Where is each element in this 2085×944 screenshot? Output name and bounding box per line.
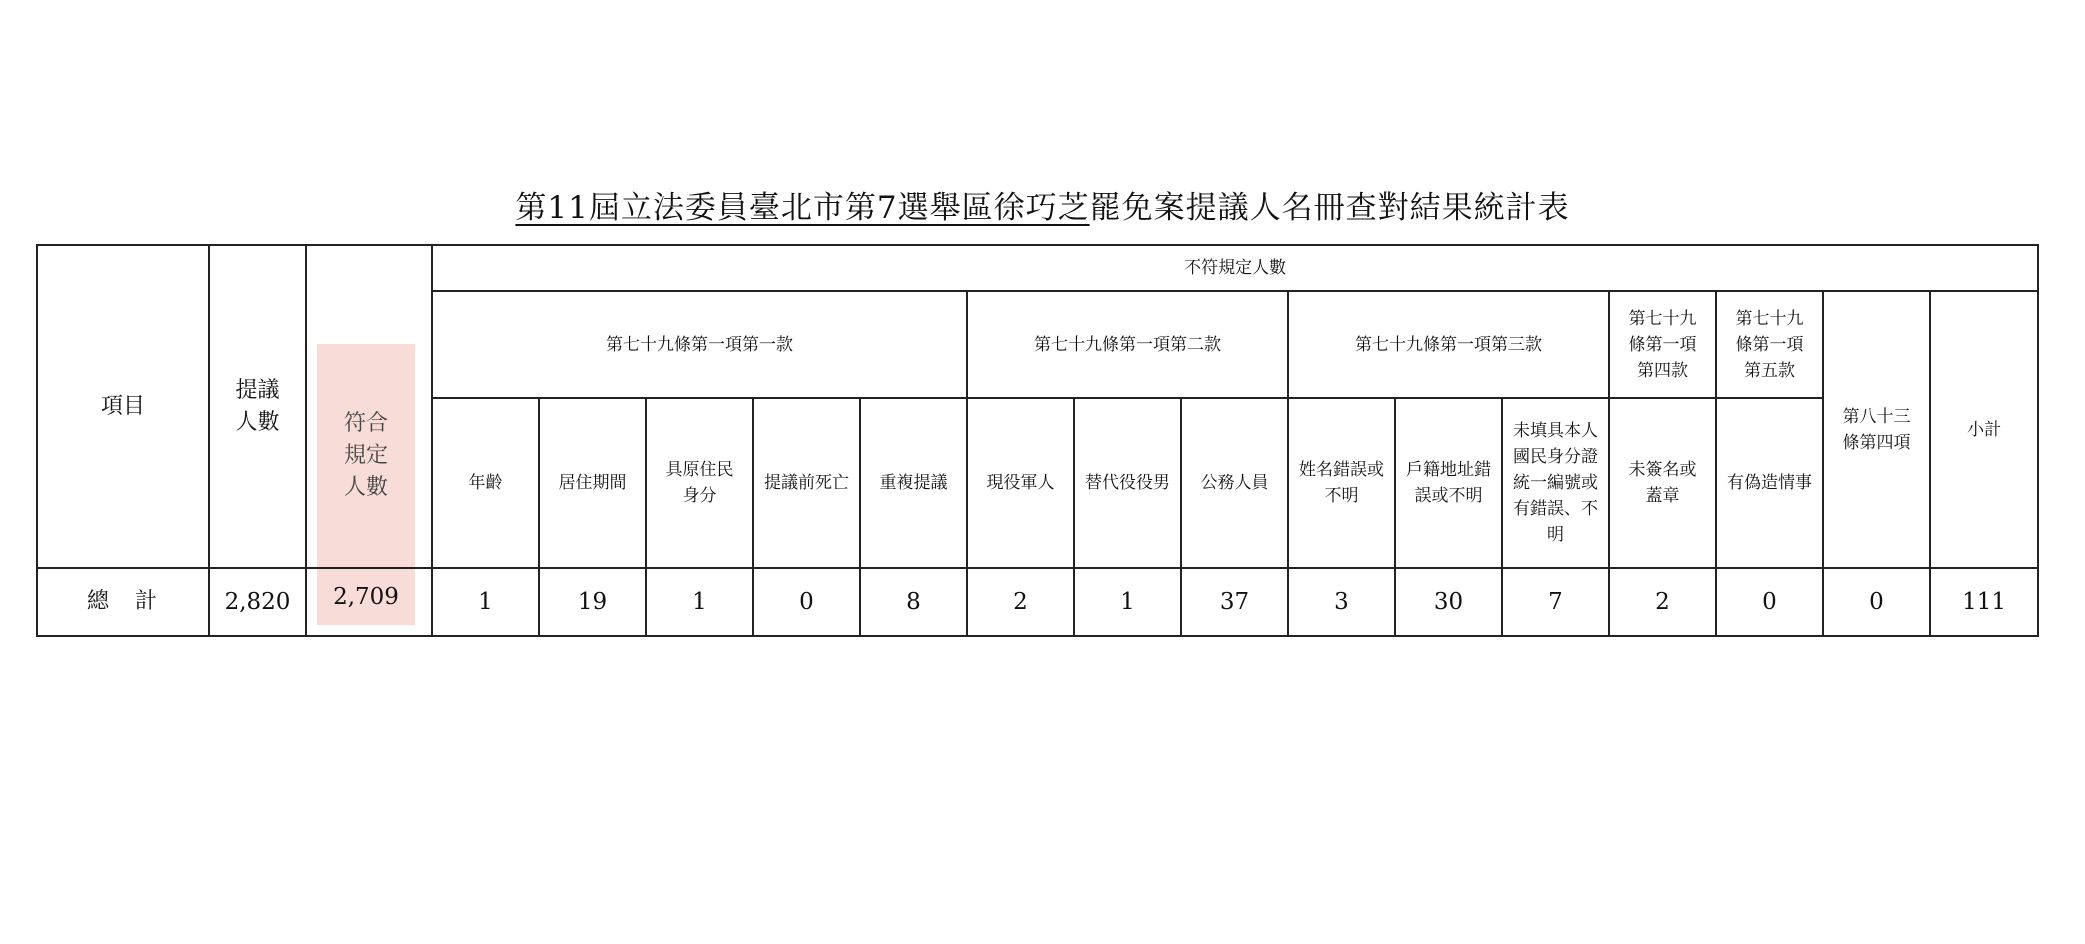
header-proposers: 提議 人數 [209,245,306,568]
header-active-military: 現役軍人 [967,398,1074,568]
total-active-military: 2 [967,568,1074,636]
total-indigenous: 1 [646,568,753,636]
page-title [0,188,2085,228]
total-residence: 19 [539,568,646,636]
header-alt-service: 替代役役男 [1074,398,1181,568]
total-qualified-cell [306,568,432,636]
total-deceased: 0 [753,568,860,636]
header-civil-servant: 公務人員 [1181,398,1288,568]
total-qualified: 2,709 [317,569,415,625]
header-unsigned: 未簽名或 蓋章 [1609,398,1716,568]
total-unsigned: 2 [1609,568,1716,636]
statistics-table [36,244,2039,637]
header-id-error: 未填具本人 國民身分證 統一編號或 有錯誤、不 明 [1502,398,1609,568]
header-subtotal: 小計 [1930,291,2038,568]
header-indigenous: 具原住民 身分 [646,398,753,568]
total-subtotal: 111 [1930,568,2038,636]
header-art83: 第八十三 條第四項 [1823,291,1930,568]
header-clause-4: 第七十九 條第一項 第四款 [1609,291,1716,398]
header-deceased: 提議前死亡 [753,398,860,568]
total-label: 總 計 [37,568,209,636]
header-qualified [306,245,432,568]
header-address-error: 戶籍地址錯 誤或不明 [1395,398,1502,568]
header-residence: 居住期間 [539,398,646,568]
qualified-highlight: 符合 規定 人數 [317,344,415,567]
table-row [37,568,2038,636]
title-rest: 罷免案提議人名冊查對結果統計表 [1089,190,1570,226]
total-age: 1 [432,568,539,636]
header-clause-5: 第七十九 條第一項 第五款 [1716,291,1823,398]
header-clause-2: 第七十九條第一項第二款 [967,291,1288,398]
total-address-error: 30 [1395,568,1502,636]
total-alt-service: 1 [1074,568,1181,636]
header-fraud: 有偽造情事 [1716,398,1823,568]
total-civil-servant: 37 [1181,568,1288,636]
total-name-error: 3 [1288,568,1395,636]
title-underlined-part: 第11屆立法委員臺北市第7選舉區徐巧芝 [515,190,1090,226]
total-duplicate: 8 [860,568,967,636]
header-age: 年齡 [432,398,539,568]
header-item: 項目 [37,245,209,568]
header-nonqualified: 不符規定人數 [432,245,2038,291]
header-clause-1: 第七十九條第一項第一款 [432,291,967,398]
header-duplicate: 重複提議 [860,398,967,568]
total-id-error: 7 [1502,568,1609,636]
header-clause-3: 第七十九條第一項第三款 [1288,291,1609,398]
total-fraud: 0 [1716,568,1823,636]
total-proposers: 2,820 [209,568,306,636]
header-name-error: 姓名錯誤或 不明 [1288,398,1395,568]
total-art83: 0 [1823,568,1930,636]
